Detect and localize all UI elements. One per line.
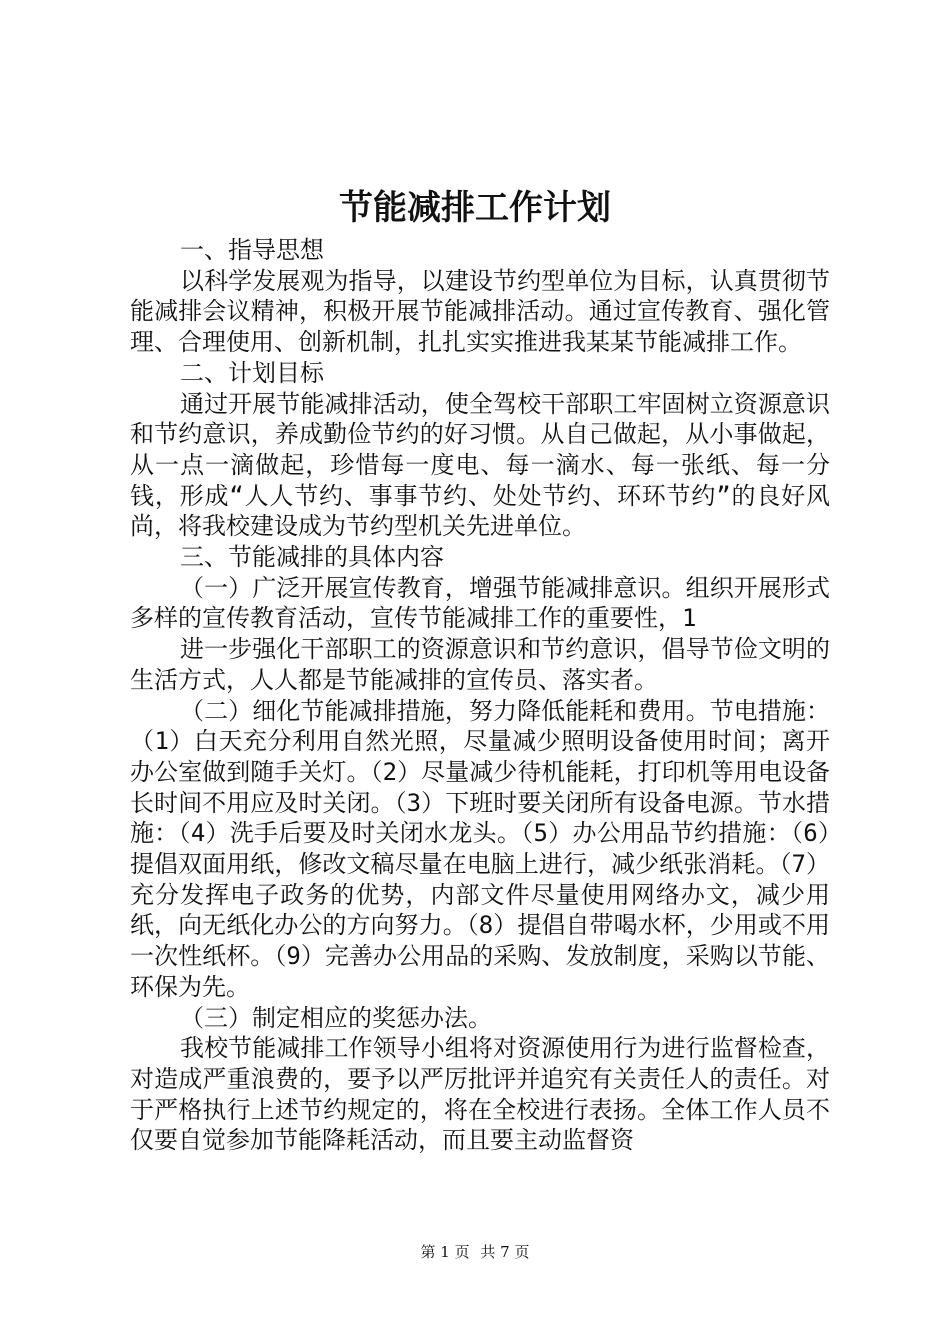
- paragraph: 通过开展节能减排活动，使全驾校干部职工牢固树立资源意识和节约意识，养成勤俭节约的好习惯。从自己做起，从小事做起，从一点一滴做起，珍惜每一度电、每一滴水、每一张纸、每一分钱，形成“人人节约、事事节约、处处节约、环环节约”的良好风尚，将我校建设成为节约型机关先进单位。: [130, 389, 830, 541]
- subsection-heading: （三）制定相应的奖惩办法。: [180, 1003, 492, 1032]
- page-total: 共 7 页: [480, 1243, 530, 1261]
- paragraph: （一）广泛开展宣传教育，增强节能减排意识。组织开展形式多样的宣传教育活动，宣传节能减排工作的重要性，1: [130, 573, 830, 633]
- page-number: 第 1 页: [420, 1243, 470, 1261]
- document-body: [130, 235, 830, 1156]
- paragraph: （二）细化节能减排措施，努力降低能耗和费用。节电措施：（1）白天充分利用自然光照，尽量减少照明设备使用时间；离开办公室做到随手关灯。（2）尽量减少待机能耗，打印机等用电设备长时间不用应及时关闭。（3）下班时要关闭所有设备电源。节水措施：（4）洗手后要及时关闭水龙头。（5）办公用品节约措施：（6）提倡双面用纸，修改文稿尽量在电脑上进行，减少纸张消耗。（7）充分发挥电子政务的优势，内部文件尽量使用网络办文，减少用纸，向无纸化办公的方向努力。（8）提倡自带喝水杯，少用或不用一次性纸杯。（9）完善办公用品的采购、发放制度，采购以节能、环保为先。: [130, 696, 830, 1001]
- paragraph: 我校节能减排工作领导小组将对资源使用行为进行监督检查，对造成严重浪费的，要予以严厉批评并追究有关责任人的责任。对于严格执行上述节约规定的，将在全校进行表扬。全体工作人员不仅要自觉参加节能降耗活动，而且要主动监督资: [130, 1034, 830, 1155]
- document-title: 节能减排工作计划: [339, 188, 611, 228]
- section-heading: 一、指导思想: [180, 236, 324, 264]
- section-heading: 三、节能减排的具体内容: [180, 543, 444, 572]
- section-heading: 二、计划目标: [180, 358, 324, 387]
- paragraph: 进一步强化干部职工的资源意识和节约意识，倡导节俭文明的生活方式，人人都是节能减排的宣传员、落实者。: [130, 635, 830, 694]
- paragraph: 以科学发展观为指导，以建设节约型单位为目标，认真贯彻节能减排会议精神，积极开展节能减排活动。通过宣传教育、强化管理、合理使用、创新机制，扎扎实实推进我某某节能减排工作。: [130, 266, 830, 357]
- page-footer: [0, 1242, 950, 1262]
